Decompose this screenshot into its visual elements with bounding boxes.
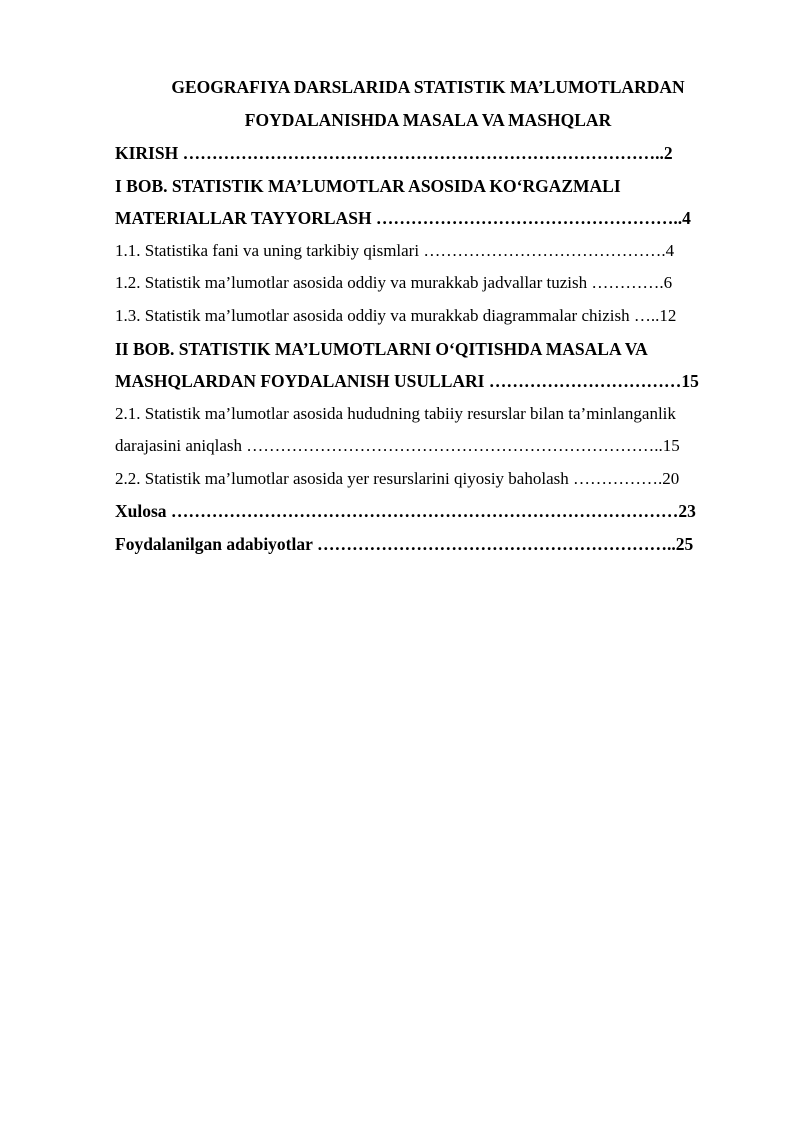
toc-entry-1-2: 1.2. Statistik ma’lumotlar asosida oddiy va murakkab jadvallar tuzish ………….6 bbox=[115, 273, 673, 292]
toc-entry-xulosa: Xulosa ……………………………………………………………………………23 bbox=[115, 501, 696, 521]
document-title-line-2: FOYDALANISHDA MASALA VA MASHQLAR bbox=[244, 110, 612, 130]
toc-entry-2-1-line-1: 2.1. Statistik ma’lumotlar asosida hududning tabiiy resurslar bilan ta’minlanganlik bbox=[115, 404, 676, 423]
toc-entry-kirish: KIRISH ………………………………………………………………………..2 bbox=[115, 143, 673, 163]
toc-entry-1-1: 1.1. Statistika fani va uning tarkibiy qismlari …………………………………….4 bbox=[115, 241, 675, 260]
toc-entry-adabiyotlar: Foydalanilgan adabiyotlar ……………………………………………………..25 bbox=[115, 534, 694, 554]
toc-entry-chapter-2-line-2: MASHQLARDAN FOYDALANISH USULLARI ……………………………15 bbox=[115, 371, 699, 391]
toc-entry-chapter-2-line-1: II BOB. STATISTIK MA’LUMOTLARNI O‘QITISHDA MASALA VA bbox=[115, 339, 648, 359]
toc-entry-2-2: 2.2. Statistik ma’lumotlar asosida yer resurslarini qiyosiy baholash …………….20 bbox=[115, 469, 680, 488]
toc-entry-chapter-1-line-1: I BOB. STATISTIK MA’LUMOTLAR ASOSIDA KO‘RGAZMALI bbox=[115, 176, 621, 196]
document-title-line-1: GEOGRAFIYA DARSLARIDA STATISTIK MA’LUMOTLARDAN bbox=[171, 77, 685, 97]
toc-entry-2-1-line-2: darajasini aniqlash ………………………………………………………………..15 bbox=[115, 436, 680, 455]
toc-entry-1-3: 1.3. Statistik ma’lumotlar asosida oddiy va murakkab diagrammalar chizish …..12 bbox=[115, 306, 677, 325]
toc-entry-chapter-1-line-2: MATERIALLAR TAYYORLASH ……………………………………………..4 bbox=[115, 208, 691, 228]
